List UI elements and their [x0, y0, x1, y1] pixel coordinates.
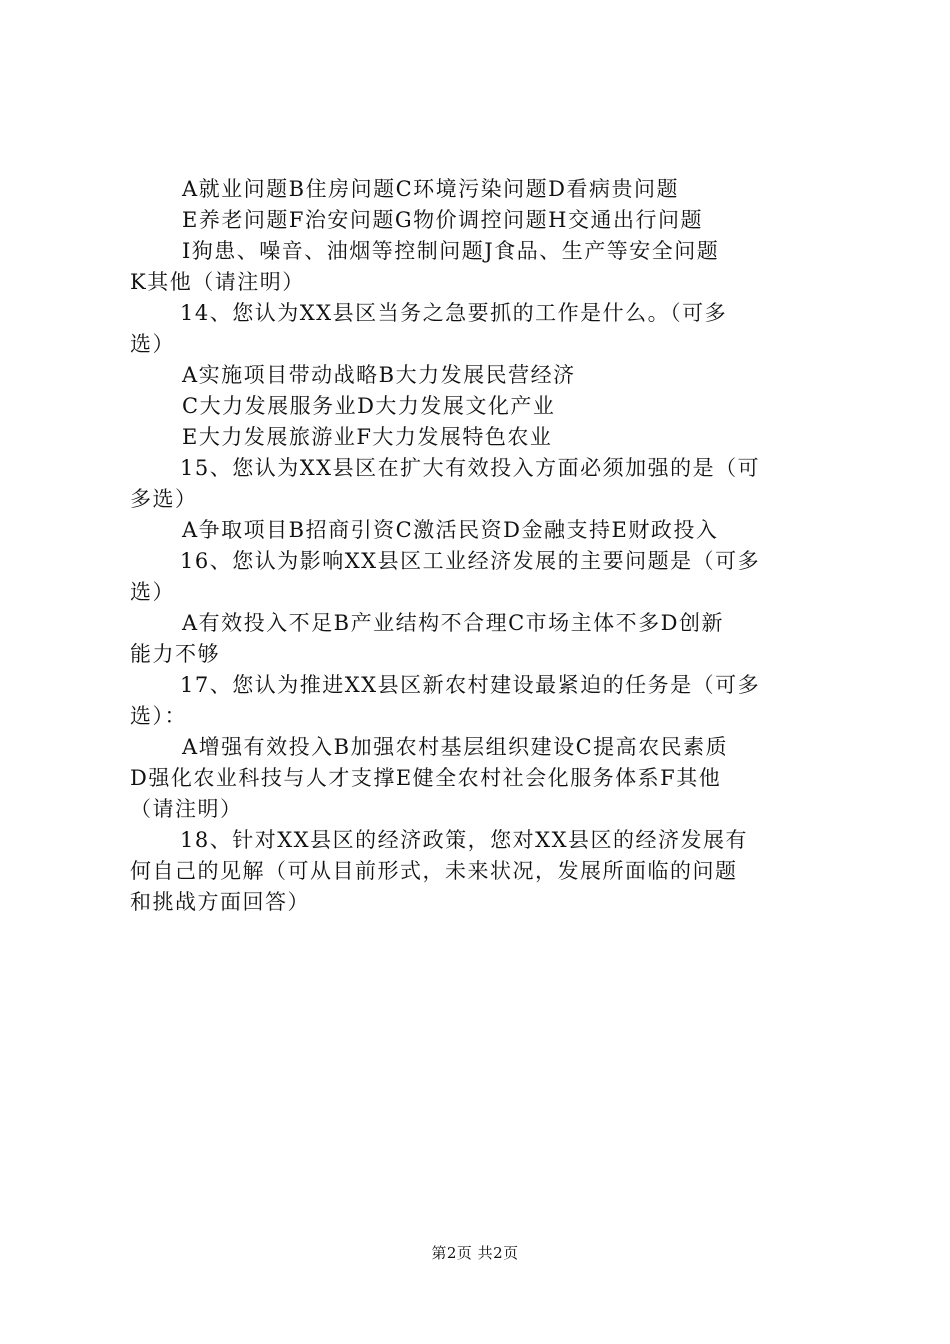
text-line: 多选） — [130, 487, 198, 511]
text-line: D强化农业科技与人才支撑E健全农村社会化服务体系F其他 — [130, 766, 722, 790]
text-line: E大力发展旅游业F大力发展特色农业 — [182, 425, 553, 449]
question-15-line: 15、您认为XX县区在扩大有效投入方面必须加强的是（可 — [180, 456, 761, 480]
question-16-line: 16、您认为影响XX县区工业经济发展的主要问题是（可多 — [180, 549, 761, 573]
text-line: A实施项目带动战略B大力发展民营经济 — [182, 363, 576, 387]
question-14-line: 14、您认为XX县区当务之急要抓的工作是什么。（可多 — [180, 301, 728, 325]
text-line: C大力发展服务业D大力发展文化产业 — [182, 394, 556, 418]
page-number-footer: 第2页 共2页 — [431, 1244, 519, 1262]
text-line: I狗患、噪音、油烟等控制问题J食品、生产等安全问题 — [182, 239, 720, 263]
text-line: 能力不够 — [130, 642, 220, 666]
text-line: E养老问题F治安问题G物价调控问题H交通出行问题 — [182, 208, 703, 232]
document-body — [130, 174, 830, 918]
question-18-line: 18、针对XX县区的经济政策，您对XX县区的经济发展有 — [180, 828, 749, 852]
text-line: （请注明） — [130, 797, 243, 821]
text-line: A就业问题B住房问题C环境污染问题D看病贵问题 — [182, 177, 680, 201]
question-17-line: 17、您认为推进XX县区新农村建设最紧迫的任务是（可多 — [180, 673, 761, 697]
text-line: A增强有效投入B加强农村基层组织建设C提高农民素质 — [182, 735, 729, 759]
text-line: 选）： — [130, 704, 187, 728]
text-line: 和挑战方面回答） — [130, 890, 310, 914]
text-line: A争取项目B招商引资C激活民资D金融支持E财政投入 — [182, 518, 719, 542]
text-line: A有效投入不足B产业结构不合理C市场主体不多D创新 — [182, 611, 725, 635]
text-line: K其他（请注明） — [130, 270, 305, 294]
text-line: 何自己的见解（可从目前形式，未来状况，发展所面临的问题 — [130, 859, 738, 883]
text-line: 选） — [130, 580, 175, 604]
text-line: 选） — [130, 332, 175, 356]
